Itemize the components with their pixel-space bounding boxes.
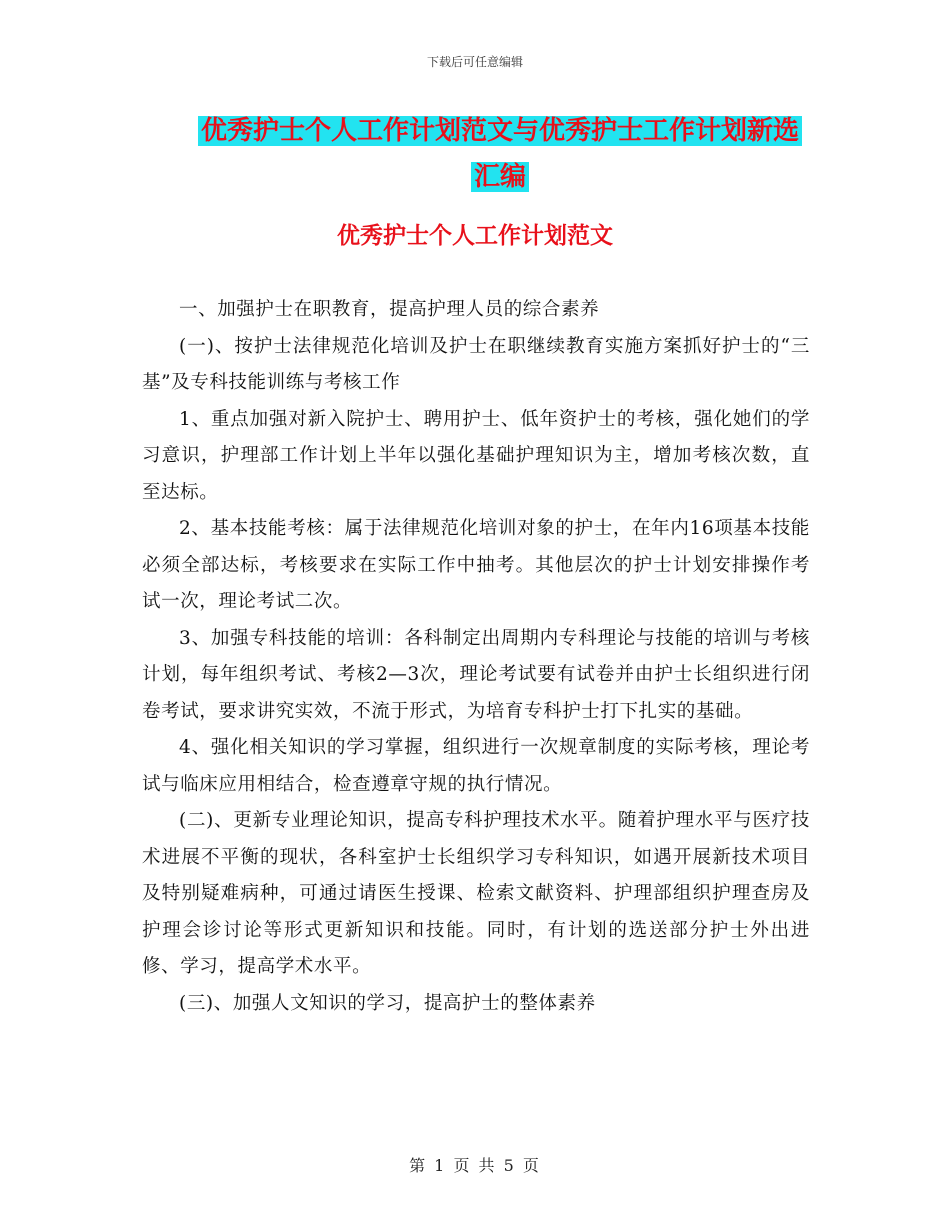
section-title: 优秀护士个人工作计划范文 — [337, 223, 613, 249]
document-body — [142, 292, 810, 1022]
document-title-line-1: 优秀护士个人工作计划范文与优秀护士工作计划新选 — [198, 116, 802, 146]
document-title — [190, 108, 810, 200]
paragraph-1: 一、加强护士在职教育，提高护理人员的综合素养 — [179, 299, 600, 320]
page-footer: 第 1 页 共 5 页 — [409, 1156, 541, 1175]
paragraph-4: 2、基本技能考核：属于法律规范化培训对象的护士，在年内16项基本技能必须全部达标，考核要求在实际工作中抽考。其他层次的护士计划安排操作考试一次，理论考试二次。 — [142, 518, 810, 612]
header-note: 下载后可任意编辑 — [426, 55, 523, 69]
paragraph-5: 3、加强专科技能的培训：各科制定出周期内专科理论与技能的培训与考核计划，每年组织考试、考核2—3次，理论考试要有试卷并由护士长组织进行闭卷考试，要求讲究实效，不流于形式，为培育专科护士打下扎实的基础。 — [142, 627, 810, 722]
paragraph-2: (一)、按护士法律规范化培训及护士在职继续教育实施方案抓好护士的“三基”及专科技能训练与考核工作 — [142, 335, 810, 393]
paragraph-7: (二)、更新专业理论知识，提高专科护理技术水平。随着护理水平与医疗技术进展不平衡的现状，各科室护士长组织学习专科知识，如遇开展新技术项目及特别疑难病种，可通过请医生授课、检索文献资料、护理部组织护理查房及护理会诊讨论等形式更新知识和技能。同时，有计划的选送部分护士外出进修、学习，提高学术水平。 — [142, 810, 810, 977]
paragraph-6: 4、强化相关知识的学习掌握，组织进行一次规章制度的实际考核，理论考试与临床应用相结合，检查遵章守规的执行情况。 — [142, 737, 810, 795]
document-title-line-2: 汇编 — [471, 162, 529, 192]
paragraph-3: 1、重点加强对新入院护士、聘用护士、低年资护士的考核，强化她们的学习意识，护理部工作计划上半年以强化基础护理知识为主，增加考核次数，直至达标。 — [142, 408, 810, 503]
paragraph-8: (三)、加强人文知识的学习，提高护士的整体素养 — [179, 992, 596, 1014]
